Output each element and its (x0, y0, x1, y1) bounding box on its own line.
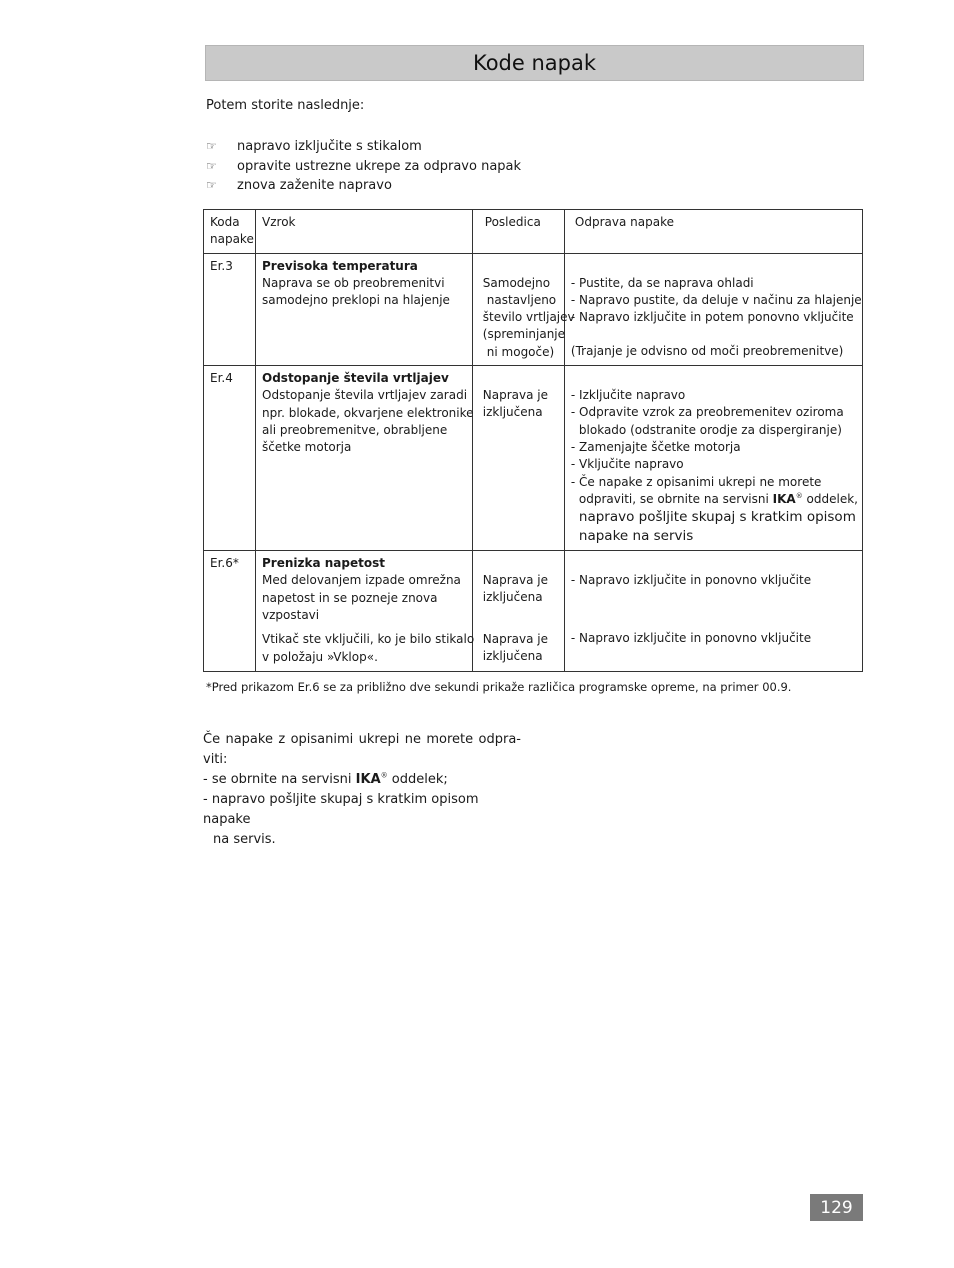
pointing-hand-icon: ☞ (206, 139, 217, 153)
page-number: 129 (810, 1194, 863, 1221)
error-code: Er.6* (204, 551, 256, 672)
list-item: ☞ napravo izključite s stikalom (206, 137, 521, 157)
page-title-bar (205, 45, 864, 81)
table-row (204, 551, 863, 672)
header-effect: Posledica (472, 210, 564, 254)
effect-cell: Samodejno nastavljeno število vrtljajev (spreminjanje ni mogoče) (472, 253, 564, 365)
fix-cell: - Izključite napravo - Odpravite vzrok za preobremenitev oziroma blokado (odstranite orodje za dispergiranje) - Zamenjajte ščetke motorja - Vključite napravo - Če napake z opisanimi ukrepi ne morete odpraviti, se obrnite na servisni IKA® oddelek, napravo pošljite skupaj s kratkim opisom napake na servis (564, 366, 862, 551)
ika-brand: IKA (355, 772, 381, 787)
ika-brand: IKA (772, 491, 796, 506)
cause-cell: Prenizka napetost Med delovanjem izpade omrežna napetost in se pozneje znova vzpostavi Vtikač ste vključili, ko je bilo stikalo v položaju »Vklop«. (256, 551, 473, 672)
header-code: Koda napake (204, 210, 256, 254)
error-code: Er.4 (204, 366, 256, 551)
header-cause: Vzrok (256, 210, 473, 254)
list-item: ☞ znova zaženite napravo (206, 176, 521, 196)
pointing-hand-icon: ☞ (206, 158, 217, 173)
intro-text: Potem storite naslednje: (206, 98, 365, 113)
page-title: Kode napak (472, 51, 597, 75)
pointing-hand-icon: ☞ (206, 178, 217, 192)
cause-cell: Odstopanje števila vrtljajev Odstopanje števila vrtljajev zaradi npr. blokade, okvarjene elektronike ali preobremenitve, obrabljene ščetke motorja (256, 366, 473, 551)
error-code: Er.3 (204, 253, 256, 365)
cause-cell: Previsoka temperatura Naprava se ob preobremenitvi samodejno preklopi na hlajenje (256, 253, 473, 365)
closing-paragraph: Če napake z opisanimi ukrepi ne morete odpra- viti: - se obrnite na servisni IKA® oddelek; - napravo pošljite skupaj s kratkim opisom napake na servis. (203, 732, 521, 847)
header-fix: Odprava napake (564, 210, 862, 254)
table-footnote: *Pred prikazom Er.6 se za približno dve sekundi prikaže različica programske opreme, na primer 00.9. (206, 680, 792, 694)
table-header-row (204, 210, 863, 254)
list-item: ☞ opravite ustrezne ukrepe za odpravo napak (206, 157, 521, 177)
table-row (204, 366, 863, 551)
fix-cell: - Pustite, da se naprava ohladi - Napravo pustite, da deluje v načinu za hlajenje - Napravo izključite in potem ponovno vključite (Trajanje je odvisno od moči preobremenitve) (564, 253, 862, 365)
effect-cell: Naprava je izključena (472, 366, 564, 551)
effect-cell: Naprava je izključena Naprava je izključena (472, 551, 564, 672)
fix-cell: - Napravo izključite in ponovno vključite - Napravo izključite in ponovno vključite (564, 551, 862, 672)
error-code-table (203, 209, 863, 672)
steps-list (206, 137, 521, 196)
table-row (204, 253, 863, 365)
